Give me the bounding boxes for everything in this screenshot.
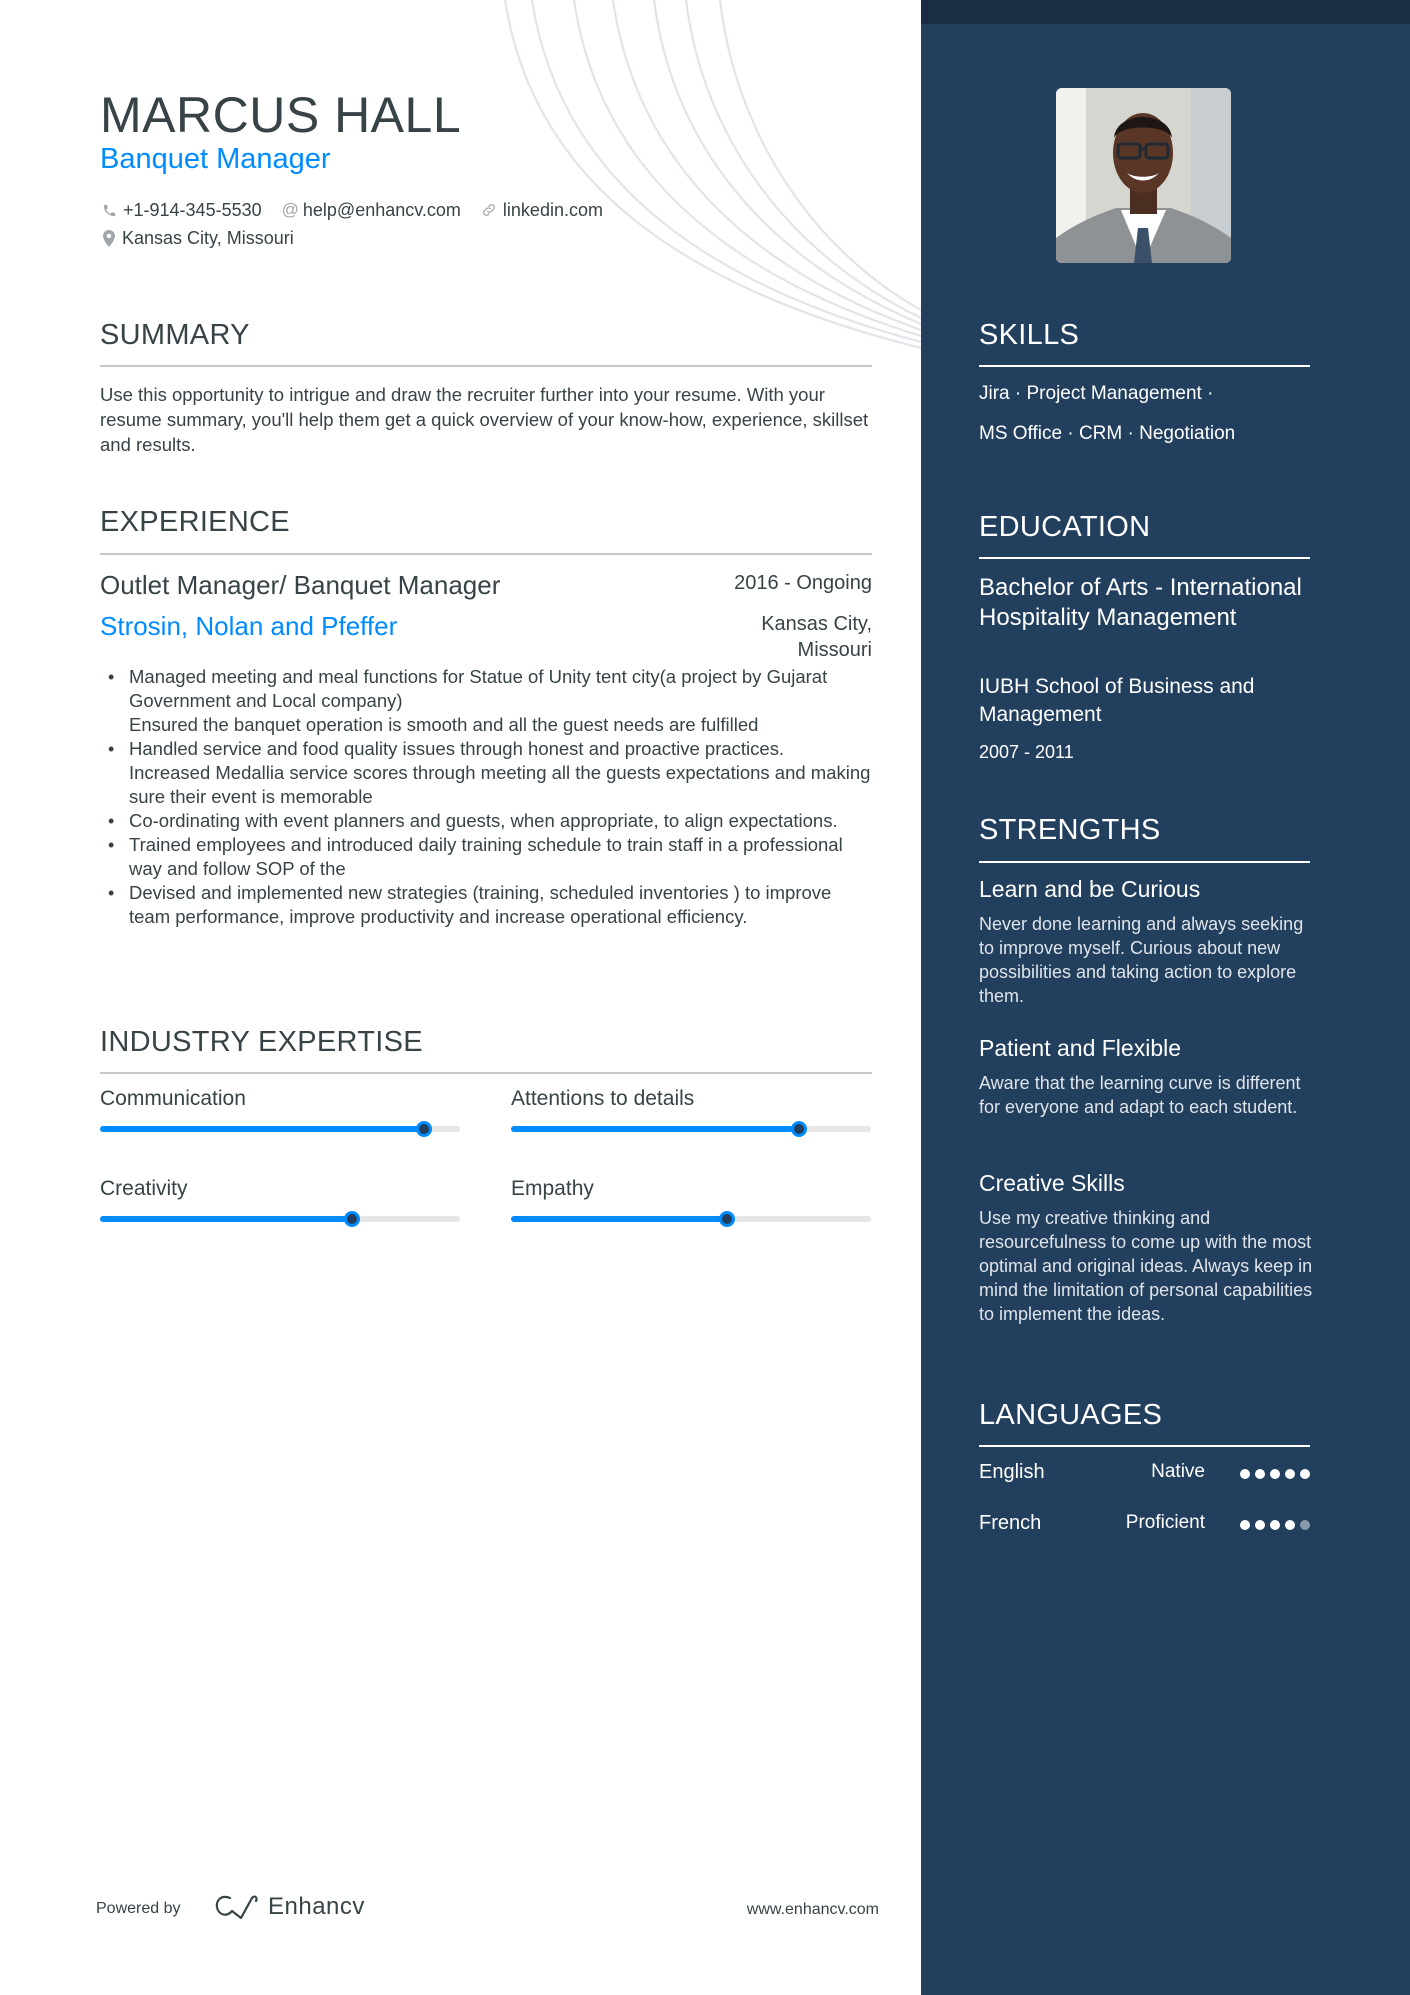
skills-divider [979,365,1310,367]
education-school: IUBH School of Business and Management [979,675,1255,726]
job-location: Kansas City, Missouri [761,613,872,661]
proficiency-dot [1240,1520,1250,1530]
proficiency-dot [1270,1520,1280,1530]
skills-line: Jira · Project Management · [979,383,1214,404]
language-name: French [979,1512,1042,1534]
summary-divider [100,365,872,367]
expertise-bar [511,1126,871,1132]
expertise-creativity [100,1177,460,1222]
candidate-role: Banquet Manager [100,143,331,175]
language-row [979,1512,1310,1540]
enhancv-logo-text: Enhancv [268,1893,365,1920]
skills-heading: SKILLS [979,319,1080,351]
phone-icon [102,203,117,218]
strength-description: Aware that the learning curve is different for everyone and adapt to each student. [979,1073,1301,1117]
avatar-illustration [1056,88,1231,263]
proficiency-dot [1255,1469,1265,1479]
proficiency-dot [1285,1520,1295,1530]
expertise-communication [100,1087,460,1132]
expertise-label: Empathy [511,1177,594,1200]
bullet-item: • Trained employees and introduced daily training schedule to train staff in a professional way and follow SOP of the [100,833,872,881]
expertise-empathy [511,1177,871,1222]
bullet-item: • Devised and implemented new strategies (training, scheduled inventories ) to improve team performance, improve productivity and increase operational efficiency. [100,881,872,929]
proficiency-dot [1300,1469,1310,1479]
expertise-heading: INDUSTRY EXPERTISE [100,1026,423,1058]
sidebar [921,0,1410,1995]
footer-powered-by: Powered by [96,1900,181,1917]
enhancv-logo[interactable] [214,1893,365,1921]
job-dates: 2016 - Ongoing [734,572,872,594]
location-text: Kansas City, Missouri [122,227,294,248]
languages-heading: LANGUAGES [979,1399,1163,1431]
proficiency-dot [1240,1469,1250,1479]
contact-location [102,228,294,249]
bullet-item: • Managed meeting and meal functions for Statue of Unity tent city(a project by Gujarat Government and Local company) Ensured the banquet operation is smooth and all the guest needs are fulfilled [100,665,872,737]
bullet-item: • Handled service and food quality issues through honest and proactive practices. Increased Medallia service scores through meeting all the guests expectations and making sure their event is memorable [100,737,872,809]
expertise-bar [100,1126,460,1132]
expertise-bar-fill [511,1126,799,1132]
bullet-item: • Co-ordinating with event planners and guests, when appropriate, to align expectations. [100,809,872,833]
footer-url[interactable]: www.enhancv.com [746,1901,879,1918]
strength-title: Patient and Flexible [979,1035,1182,1061]
education-heading: EDUCATION [979,511,1151,543]
strength-title: Creative Skills [979,1170,1125,1196]
experience-heading: EXPERIENCE [100,506,290,538]
contact-info [102,196,623,252]
contact-phone [102,200,262,221]
job-company: Strosin, Nolan and Pfeffer [100,611,398,641]
expertise-label: Creativity [100,1177,188,1200]
expertise-attention [511,1087,871,1132]
linkedin-link[interactable]: linkedin.com [502,199,603,220]
strength-description: Never done learning and always seeking to improve myself. Curious about new possibilities and taking action to explore them. [979,914,1304,1006]
language-proficiency-dots [1240,1469,1310,1479]
strength-title: Learn and be Curious [979,876,1201,902]
expertise-bar-knob [344,1211,360,1227]
expertise-bar-fill [100,1216,352,1222]
map-pin-icon [102,230,116,247]
summary-heading: SUMMARY [100,319,250,351]
job-title: Outlet Manager/ Banquet Manager [100,570,501,600]
strengths-divider [979,861,1310,863]
strengths-heading: STRENGTHS [979,814,1161,846]
expertise-bar-knob [791,1121,807,1137]
languages-divider [979,1445,1310,1447]
candidate-name: MARCUS HALL [100,87,462,143]
proficiency-dot [1255,1520,1265,1530]
expertise-divider [100,1072,872,1074]
proficiency-dot [1300,1520,1310,1530]
contact-email[interactable] [282,200,461,221]
profile-photo [1056,88,1231,263]
expertise-bar [511,1216,871,1222]
expertise-bar-fill [100,1126,424,1132]
link-icon [481,202,497,218]
education-dates: 2007 - 2011 [979,742,1074,762]
job-bullets [100,665,872,929]
phone-text: +1-914-345-5530 [123,199,262,220]
summary-text: Use this opportunity to intrigue and draw the recruiter further into your resume. With your resume summary, you'll help them get a quick overview of your know-how, experience, skillset and results. [100,384,869,455]
expertise-bar-knob [416,1121,432,1137]
language-proficiency-dots [1240,1520,1310,1530]
email-link[interactable]: help@enhancv.com [302,199,461,220]
expertise-bar [100,1216,460,1222]
language-level: Proficient [1125,1512,1205,1533]
language-name: English [979,1461,1045,1483]
proficiency-dot [1285,1469,1295,1479]
language-row [979,1461,1310,1489]
education-degree: Bachelor of Arts - International Hospitality Management [979,574,1302,631]
expertise-bar-fill [511,1216,727,1222]
enhancv-logo-icon [214,1894,260,1920]
sidebar-top-bar [921,0,1410,24]
contact-link[interactable] [481,200,603,221]
at-icon: @ [281,200,299,219]
expertise-label: Communication [100,1087,246,1110]
education-divider [979,557,1310,559]
proficiency-dot [1270,1469,1280,1479]
strength-description: Use my creative thinking and resourcefulness to come up with the most optimal and original ideas. Always keep in mind the limitation of personal capabilities to implement the ideas. [979,1208,1313,1324]
expertise-label: Attentions to details [511,1087,695,1110]
experience-divider [100,553,872,555]
skills-line: MS Office · CRM · Negotiation [979,423,1236,444]
expertise-bar-knob [719,1211,735,1227]
language-level: Native [1151,1461,1205,1482]
